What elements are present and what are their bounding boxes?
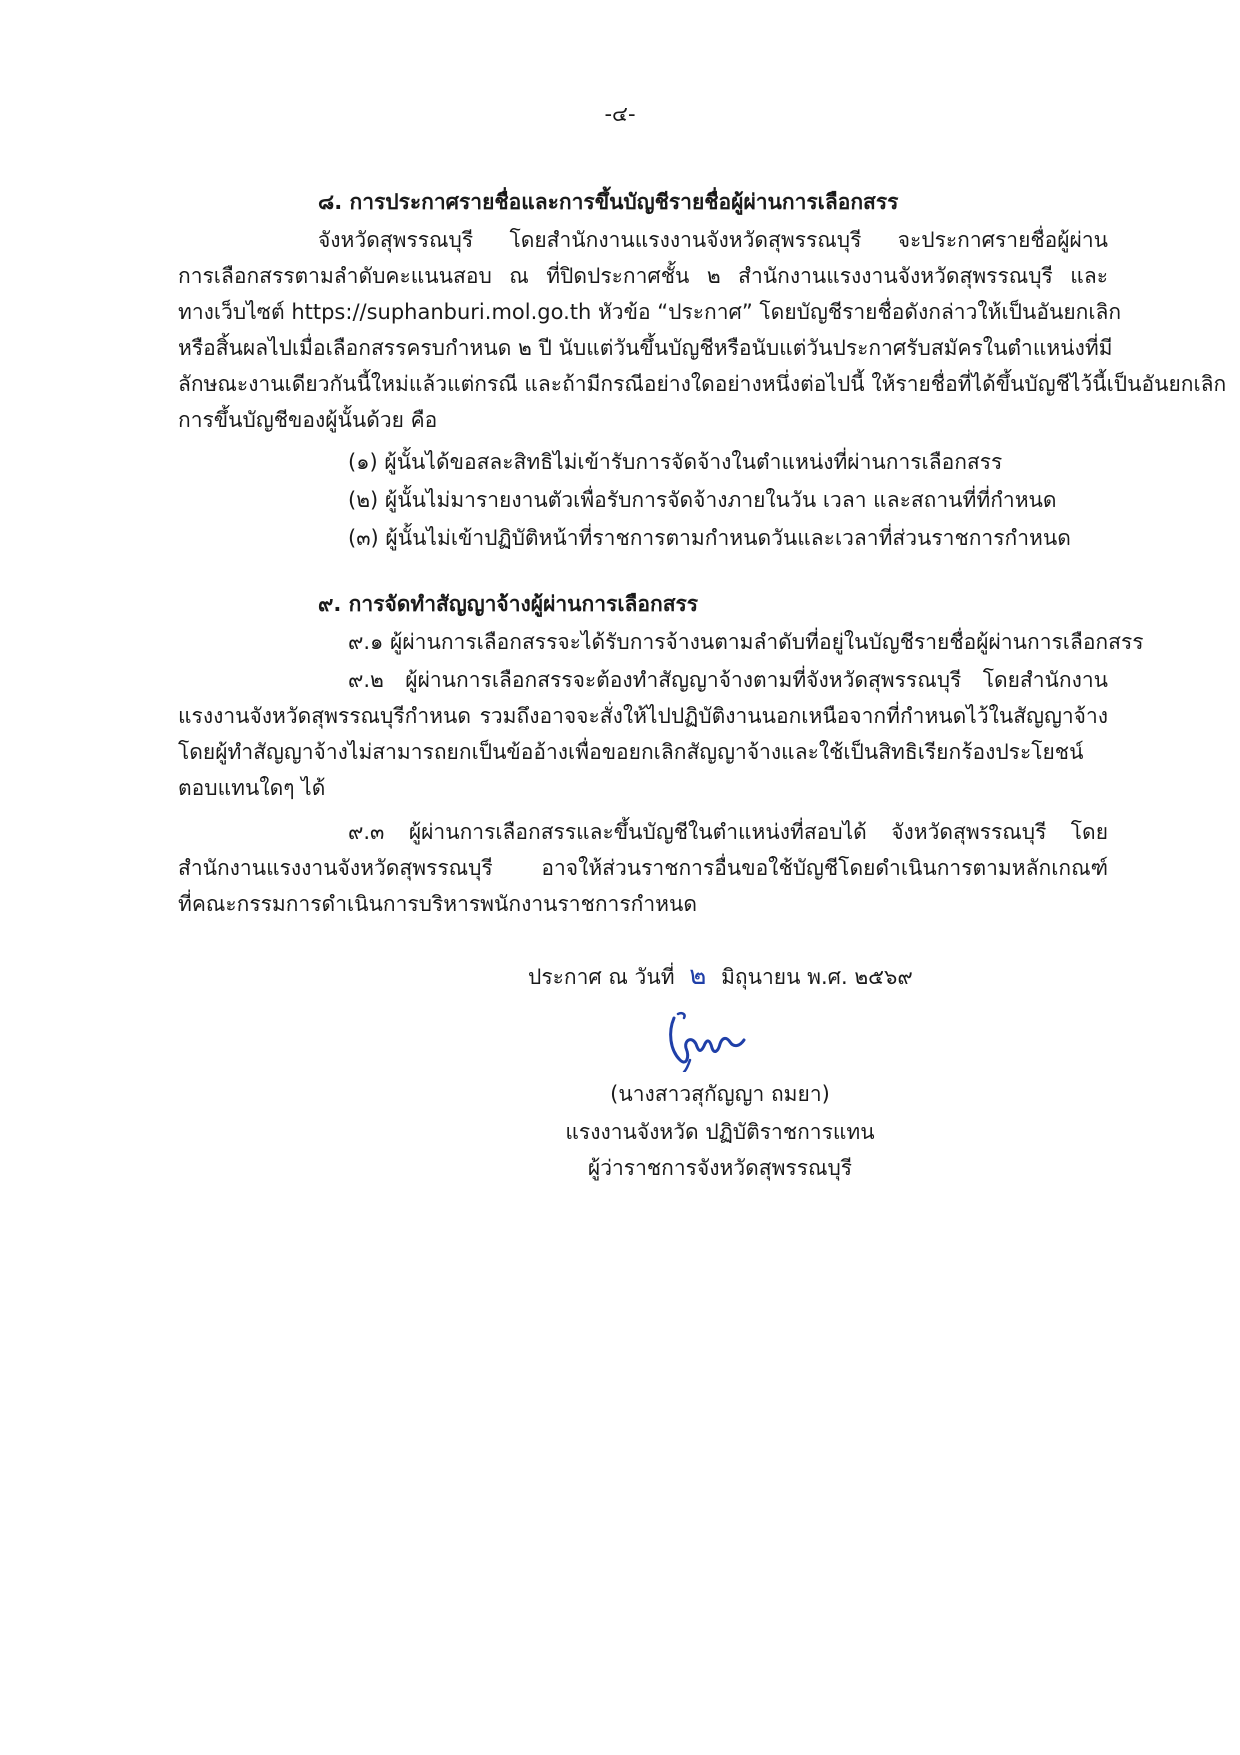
- section8-item: (๒) ผู้นั้นไม่มารายงานตัวเพื่อรับการจัดจ้างภายในวัน เวลา และสถานที่ที่กำหนด: [348, 488, 1057, 512]
- announcement-prefix: ประกาศ ณ วันที่: [528, 965, 675, 989]
- section8-line: ทางเว็บไซต์ https://suphanburi.mol.go.th หัวข้อ “ประกาศ” โดยบัญชีรายชื่อดังกล่าวให้เป็นอันยกเลิก: [178, 300, 1122, 324]
- section8-line: การเลือกสรรตามลำดับคะแนนสอบ ณ ที่ปิดประกาศชั้น ๒ สำนักงานแรงงานจังหวัดสุพรรณบุรี และ: [178, 264, 1108, 288]
- handwritten-signature: [660, 1010, 750, 1072]
- section9-paragraph-3-line: ที่คณะกรรมการดำเนินการบริหารพนักงานราชการกำหนด: [178, 892, 697, 916]
- section8-item: (๑) ผู้นั้นได้ขอสละสิทธิไม่เข้ารับการจัดจ้างในตำแหน่งที่ผ่านการเลือกสรร: [348, 450, 1003, 474]
- signatory-position: ผู้ว่าราชการจังหวัดสุพรรณบุรี: [587, 1156, 853, 1180]
- announcement-month-year: มิถุนายน พ.ศ. ๒๕๖๙: [721, 965, 913, 989]
- section9-paragraph-2-line: ตอบแทนใดๆ ได้: [178, 776, 326, 800]
- section8-line: จังหวัดสุพรรณบุรี โดยสำนักงานแรงงานจังหวัดสุพรรณบุรี จะประกาศรายชื่อผู้ผ่าน: [318, 228, 1108, 252]
- section8-heading: ๘. การประกาศรายชื่อและการขึ้นบัญชีรายชื่อผู้ผ่านการเลือกสรร: [318, 190, 899, 214]
- section8-line: ลักษณะงานเดียวกันนี้ใหม่แล้วแต่กรณี และถ้ามีกรณีอย่างใดอย่างหนึ่งต่อไปนี้ ให้รายชื่อที่ได้ขึ้นบัญชีไว้นี้เป็นอันยกเลิก: [178, 372, 1227, 396]
- section9-paragraph-3-line: สำนักงานแรงงานจังหวัดสุพรรณบุรี อาจให้ส่วนราชการอื่นขอใช้บัญชีโดยดำเนินการตามหลักเกณฑ์: [178, 856, 1108, 880]
- section9-heading: ๙. การจัดทำสัญญาจ้างผู้ผ่านการเลือกสรร: [318, 592, 699, 616]
- section8-line: หรือสิ้นผลไปเมื่อเลือกสรรครบกำหนด ๒ ปี นับแต่วันขึ้นบัญชีหรือนับแต่วันประกาศรับสมัครในตำแหน่งที่มี: [178, 336, 1113, 360]
- section9-paragraph-3-line: ๙.๓ ผู้ผ่านการเลือกสรรและขึ้นบัญชีในตำแหน่งที่สอบได้ จังหวัดสุพรรณบุรี โดย: [348, 820, 1108, 844]
- signatory-position: แรงงานจังหวัด ปฏิบัติราชการแทน: [565, 1120, 875, 1144]
- announcement-date: [528, 962, 913, 991]
- section9-paragraph-2-line: แรงงานจังหวัดสุพรรณบุรีกำหนด รวมถึงอาจจะสั่งให้ไปปฏิบัติงานนอกเหนือจากที่กำหนดไว้ในสัญญาจ้าง: [178, 704, 1108, 728]
- section9-paragraph-2-line: ๙.๒ ผู้ผ่านการเลือกสรรจะต้องทำสัญญาจ้างตามที่จังหวัดสุพรรณบุรี โดยสำนักงาน: [348, 668, 1108, 692]
- announcement-day: ๒: [689, 961, 707, 991]
- section8-line: การขึ้นบัญชีของผู้นั้นด้วย คือ: [178, 408, 438, 432]
- section9-paragraph-2-line: โดยผู้ทำสัญญาจ้างไม่สามารถยกเป็นข้ออ้างเพื่อขอยกเลิกสัญญาจ้างและใช้เป็นสิทธิเรียกร้องประโยชน์: [178, 740, 1084, 764]
- page-number: -๔-: [604, 102, 636, 126]
- section9-paragraph-1: ๙.๑ ผู้ผ่านการเลือกสรรจะได้รับการจ้างนตามลำดับที่อยู่ในบัญชีรายชื่อผู้ผ่านการเลือกสรร: [348, 630, 1144, 654]
- signatory-name: (นางสาวสุกัญญา ถมยา): [610, 1082, 830, 1106]
- section8-item: (๓) ผู้นั้นไม่เข้าปฏิบัติหน้าที่ราชการตามกำหนดวันและเวลาที่ส่วนราชการกำหนด: [348, 526, 1071, 550]
